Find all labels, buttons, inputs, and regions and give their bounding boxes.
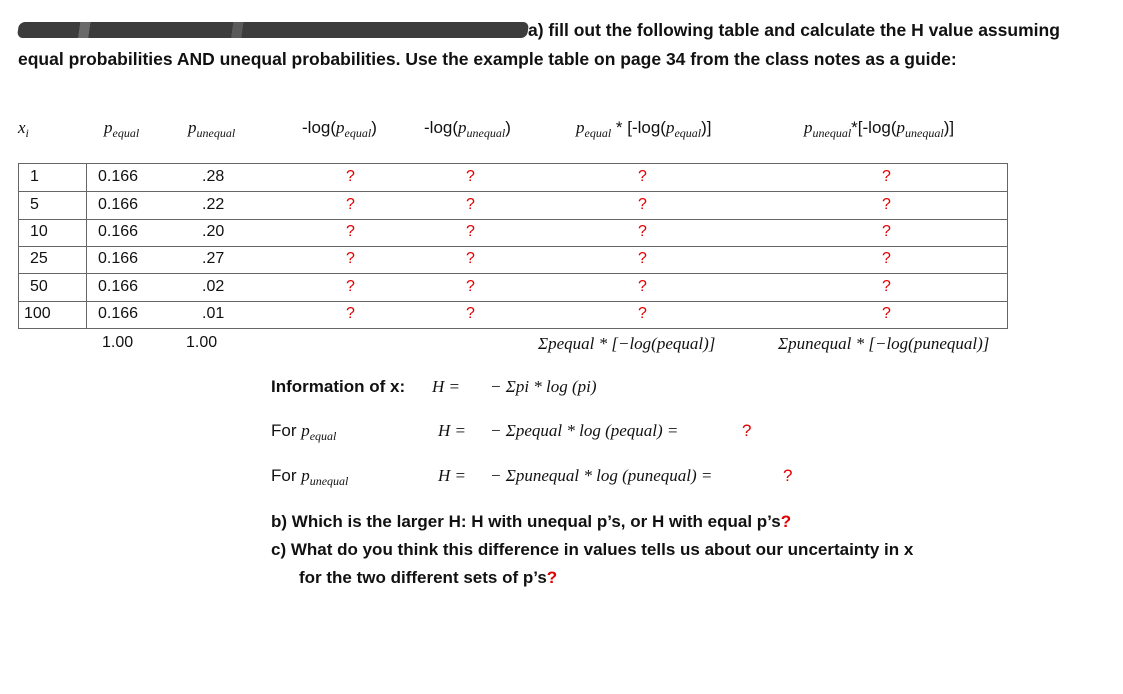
for-unequal-h-prefix: H =: [438, 466, 466, 485]
table-rule: [18, 219, 1008, 220]
sum-p-unequal: 1.00: [186, 334, 218, 351]
for-equal-h-prefix: H =: [438, 421, 466, 440]
table-border-top: [18, 163, 1008, 164]
cell-product-equal: ?: [638, 305, 647, 322]
header-p-unequal: $p_{unequal}$: [188, 118, 236, 140]
cell-log-p-equal: ?: [346, 278, 355, 295]
cell-log-p-unequal: ?: [466, 196, 475, 213]
cell-p-unequal: .28: [202, 168, 225, 185]
cell-p-equal: 0.166: [98, 278, 139, 295]
scribbled-out-text: [17, 22, 529, 38]
cell-product-equal: ?: [638, 223, 647, 240]
table-col-rule: [86, 163, 87, 329]
cell-log-p-equal: ?: [346, 250, 355, 267]
cell-x: 1: [30, 168, 39, 185]
header-p-equal: $p_{equal}$: [104, 118, 140, 140]
cell-x: 50: [30, 278, 48, 295]
table-rule: [18, 301, 1008, 302]
cell-product-equal: ?: [638, 196, 647, 213]
cell-p-unequal: .02: [202, 278, 225, 295]
info-h-prefix: H =: [432, 377, 460, 396]
cell-product-equal: ?: [638, 250, 647, 267]
sum-formula-equal: Σpequal * [−log(pequal)]: [538, 334, 716, 353]
cell-log-p-equal: ?: [346, 168, 355, 185]
cell-log-p-unequal: ?: [466, 168, 475, 185]
cell-p-unequal: .01: [202, 305, 225, 322]
header-log-p-equal: $-\log(p_{equal})$: [302, 118, 377, 140]
header-product-equal: $p_{equal} * [-\log(p_{equal})]$: [576, 118, 712, 140]
cell-x: 25: [30, 250, 48, 267]
cell-p-unequal: .20: [202, 223, 225, 240]
question-c-continued: for the two different sets of p’s?: [299, 568, 558, 587]
cell-x: 5: [30, 196, 39, 213]
cell-x: 100: [24, 305, 51, 322]
cell-p-unequal: .22: [202, 196, 225, 213]
table-rule: [18, 191, 1008, 192]
cell-product-unequal: ?: [882, 223, 891, 240]
cell-product-unequal: ?: [882, 196, 891, 213]
question-c: c) What do you think this difference in values tells us about our uncertainty in x: [271, 540, 914, 559]
header-log-p-unequal: $-\log(p_{unequal})$: [424, 118, 511, 140]
for-equal-answer-placeholder: ?: [742, 421, 752, 440]
cell-log-p-equal: ?: [346, 223, 355, 240]
cell-p-equal: 0.166: [98, 305, 139, 322]
cell-product-unequal: ?: [882, 250, 891, 267]
cell-p-unequal: .27: [202, 250, 225, 267]
for-unequal-formula: − Σpunequal * log (punequal) =: [490, 466, 713, 485]
for-equal-formula: − Σpequal * log (pequal) =: [490, 421, 679, 440]
table-rule: [18, 246, 1008, 247]
table-col-rule: [18, 163, 19, 329]
cell-product-unequal: ?: [882, 278, 891, 295]
info-label: Information of x:: [271, 377, 406, 396]
cell-product-equal: ?: [638, 278, 647, 295]
cell-log-p-unequal: ?: [466, 305, 475, 322]
cell-p-equal: 0.166: [98, 223, 139, 240]
sum-formula-unequal: Σpunequal * [−log(punequal)]: [778, 334, 990, 353]
cell-product-unequal: ?: [882, 168, 891, 185]
for-unequal-label: For $p_{unequal}$: [271, 466, 349, 488]
cell-x: 10: [30, 223, 48, 240]
question-b: b) Which is the larger H: H with unequal p’s, or H with equal p’s?: [271, 512, 792, 531]
instruction-text: [18, 16, 1108, 74]
cell-log-p-unequal: ?: [466, 223, 475, 240]
instruction-body: a) fill out the following table and calculate the H value assuming equal probabilities AND unequal probabilities. Use the example table on page 34 from the class notes as a guide:: [18, 20, 1060, 69]
cell-log-p-unequal: ?: [466, 278, 475, 295]
cell-log-p-equal: ?: [346, 196, 355, 213]
cell-product-equal: ?: [638, 168, 647, 185]
cell-log-p-unequal: ?: [466, 250, 475, 267]
cell-p-equal: 0.166: [98, 196, 139, 213]
for-unequal-answer-placeholder: ?: [783, 466, 793, 485]
sum-p-equal: 1.00: [102, 334, 134, 351]
cell-p-equal: 0.166: [98, 168, 139, 185]
table-col-rule: [1007, 163, 1008, 329]
cell-p-equal: 0.166: [98, 250, 139, 267]
cell-product-unequal: ?: [882, 305, 891, 322]
header-product-unequal: $p_{unequal}*[-\log(p_{unequal})]$: [804, 118, 955, 140]
table-border-bottom: [18, 328, 1008, 329]
header-x: $x_i$: [18, 118, 29, 140]
for-equal-label: For $p_{equal}$: [271, 421, 337, 443]
cell-log-p-equal: ?: [346, 305, 355, 322]
table-rule: [18, 273, 1008, 274]
info-formula: − Σpi * log (pi): [490, 377, 597, 396]
